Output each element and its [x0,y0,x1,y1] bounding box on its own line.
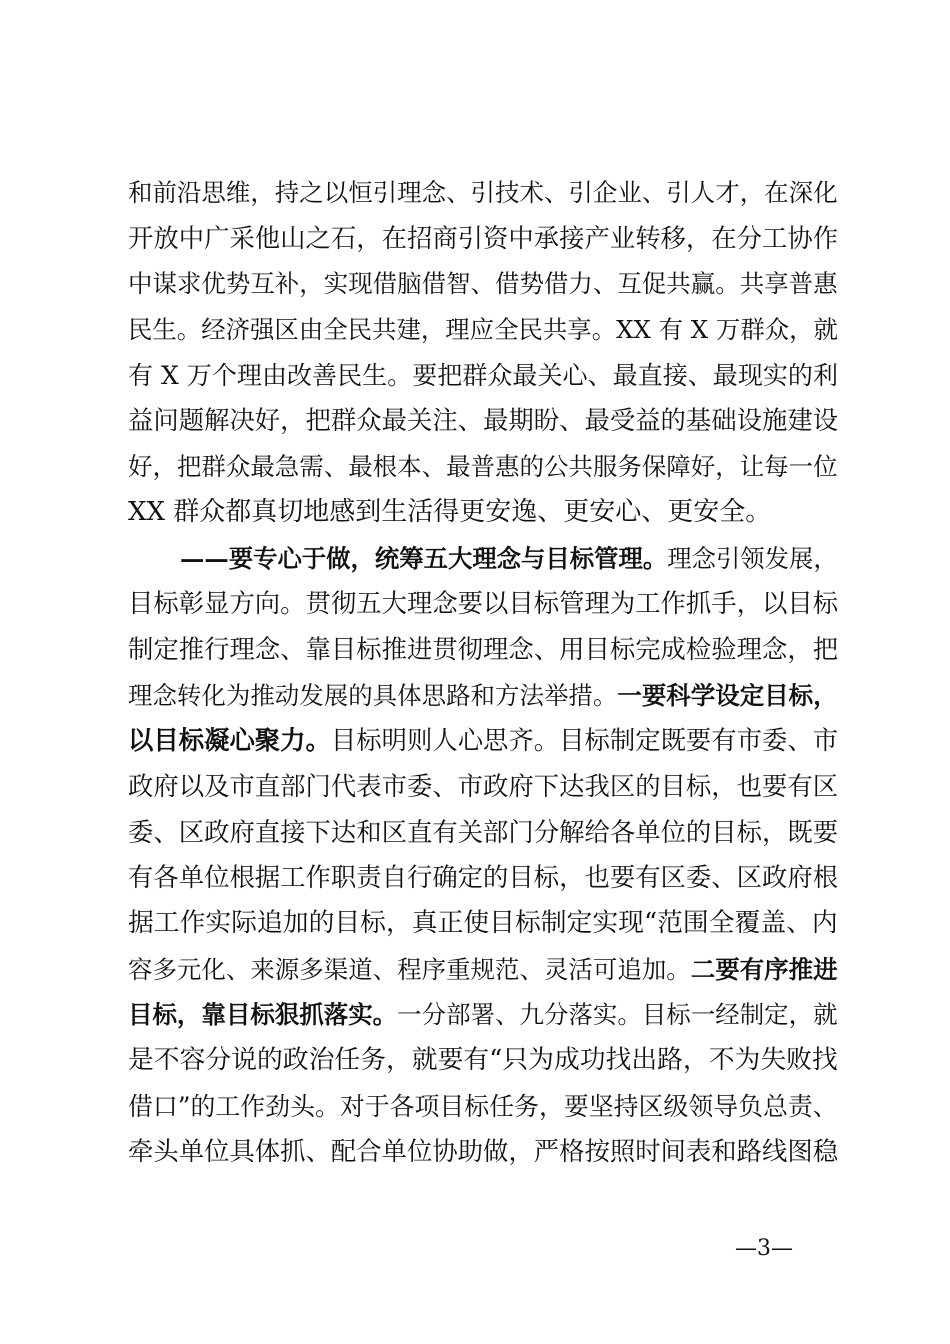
text-run: 民生。经济强区由全民共建，理应全民共享。XX 有 X 万群众，就 [128,315,838,345]
text-line [128,1084,838,1130]
text-line [128,581,838,627]
text-line [128,353,838,399]
text-run: 政府以及市直部门代表市委、市政府下达我区的目标，也要有区 [128,770,839,801]
text-line [128,855,838,901]
text-run: 容多元化、来源多渠道、程序重规范、灵活可追加。 [128,954,691,984]
bold-text-run: 一要科学设定目标， [617,680,838,710]
text-run: 益问题解决好，把群众最关注、最期盼、最受益的基础设施建设 [128,405,839,436]
page-number: —3— [735,1236,793,1261]
text-run: 有各单位根据工作职责自行确定的目标，也要有区委、区政府根 [128,862,839,893]
text-line [128,718,838,764]
text-line [128,398,838,444]
text-run: 借口”的工作劲头。对于各项目标任务，要坚持区级领导负总责、 [128,1091,838,1121]
text-line [128,764,838,810]
text-run: 目标明则人心思齐。目标制定既要有市委、市 [330,725,839,756]
text-run: 理念转化为推动发展的具体思路和方法举措。 [128,680,618,710]
text-run: 中谋求优势互补，实现借脑借智、借势借力、互促共赢。共享普惠 [128,269,838,299]
text-run: 有 X 万个理由改善民生。要把群众最关心、最直接、最现实的利 [128,360,839,390]
body-text [128,170,838,1175]
text-run: 委、区政府直接下达和区直有关部门分解给各单位的目标，既要 [128,816,839,847]
bold-text-run: 目标，靠目标狠抓落实。 [128,1000,398,1030]
text-run: 牵头单位具体抓、配合单位协助做，严格按照时间表和路线图稳 [128,1136,839,1167]
bold-text-run: ——要专心于做，统筹五大理念与目标管理。 [180,543,668,573]
text-run: 是不容分说的政治任务，就要有“只为成功找出路，不为失败找 [128,1045,838,1076]
bold-text-run: 二要有序推进 [690,954,838,984]
text-run: 开放中广采他山之石，在招商引资中承接产业转移，在分工协作 [128,222,839,253]
text-line [128,170,838,216]
text-line [128,810,838,856]
text-line [128,1129,838,1175]
text-line [128,627,838,673]
bold-text-run: 以目标凝心聚力。 [128,725,331,756]
text-line [128,947,838,993]
text-line [128,444,838,490]
text-run: XX 群众都真切地感到生活得更安逸、更安心、更安全。 [128,496,772,527]
text-run: 目标彰显方向。贯彻五大理念要以目标管理为工作抓手，以目标 [128,588,839,619]
text-line [128,261,838,307]
text-run: 和前沿思维，持之以恒引理念、引技术、引企业、引人才，在深化 [128,178,838,207]
text-line [128,307,838,353]
text-line [128,1038,838,1084]
text-run: 理念引领发展， [667,543,838,573]
text-line [128,901,838,947]
text-line [128,490,838,536]
text-run: 制定推行理念、靠目标推进贯彻理念、用目标完成检验理念，把 [128,633,839,664]
text-run: 好，把群众最急需、最根本、最普惠的公共服务保障好，让每一位 [128,452,838,482]
text-line [128,216,838,262]
text-line [128,536,838,582]
text-run: 一分部署、九分落实。目标一经制定，就 [397,1000,838,1030]
text-line [128,673,838,719]
text-run: 据工作实际追加的目标，真正使目标制定实现“范围全覆盖、内 [128,908,838,938]
text-line [128,992,838,1038]
